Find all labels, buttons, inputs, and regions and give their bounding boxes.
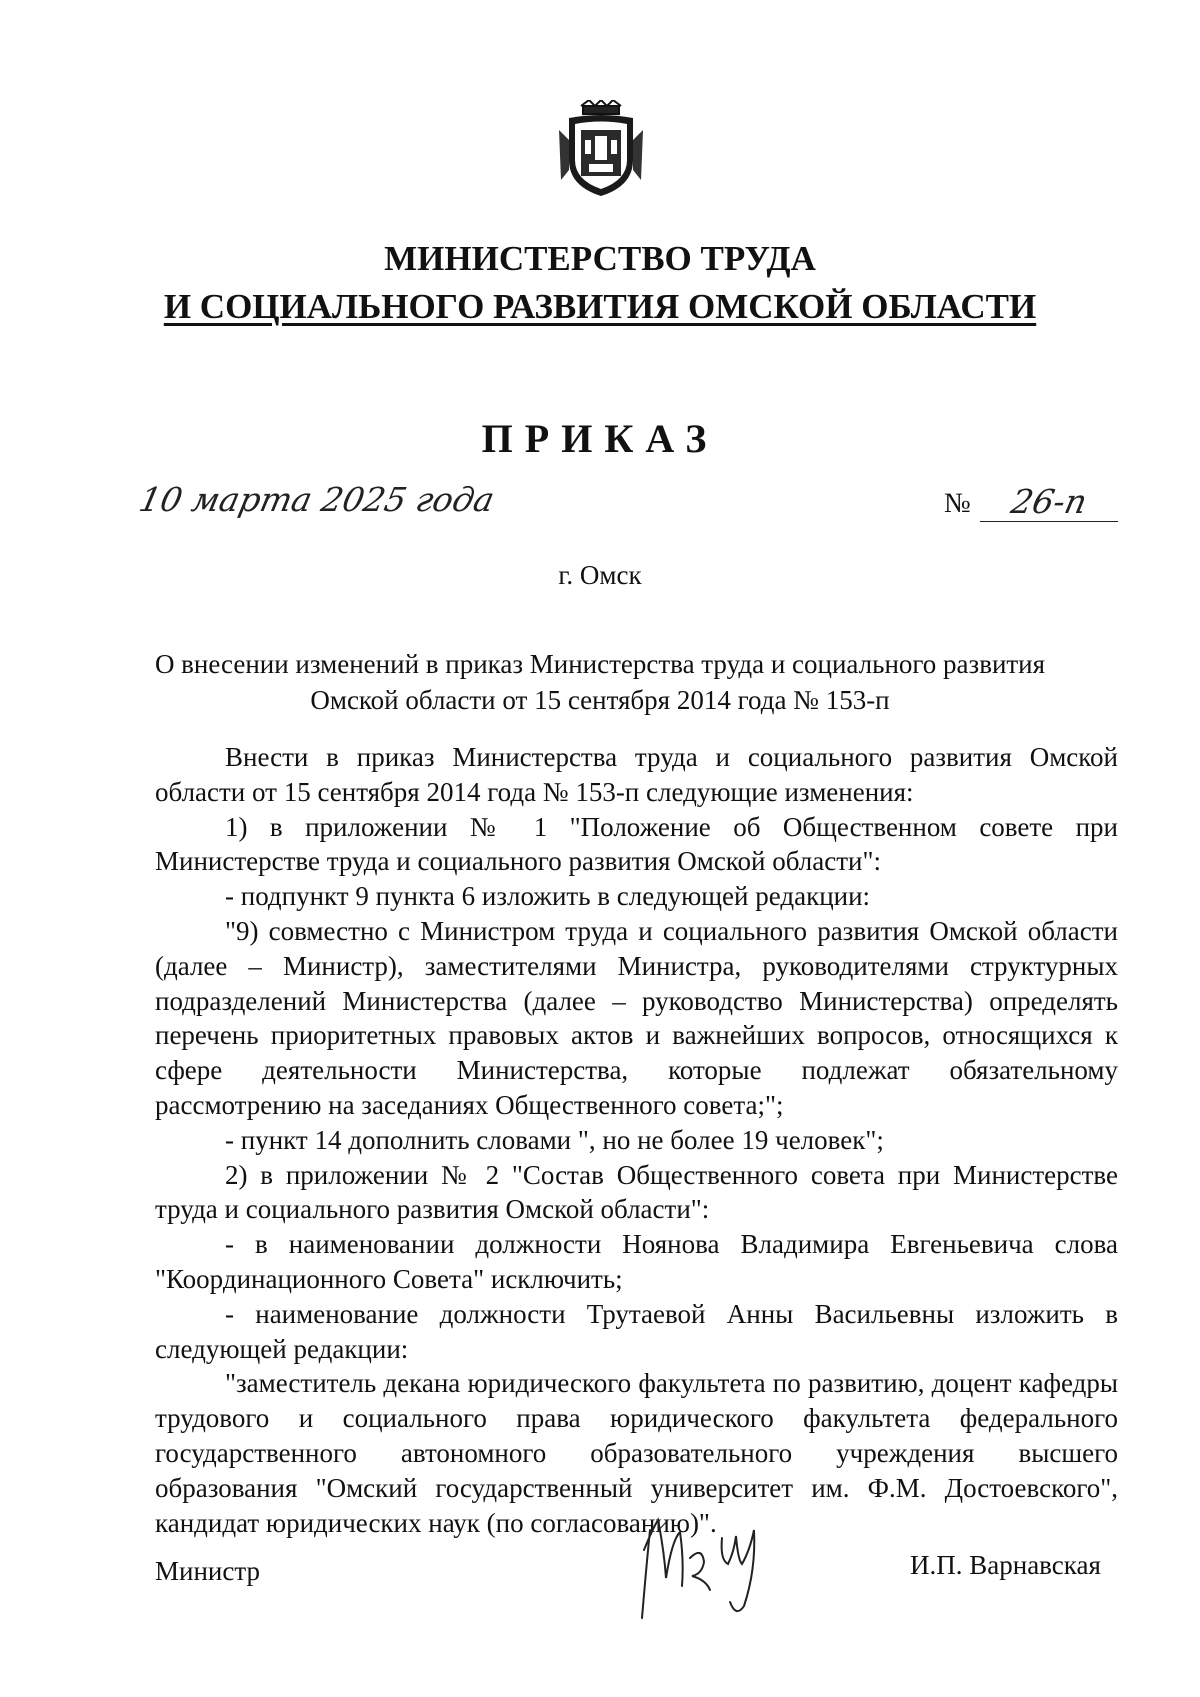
document-body: [155, 740, 1118, 1540]
signatory-position: Министр: [155, 1556, 260, 1586]
body-paragraph: 1) в приложении № 1 "Положение об Общественном совете при Министерстве труда и социального развития Омской области":: [155, 811, 1118, 877]
ministry-name-line1: МИНИСТЕРСТВО ТРУДА: [384, 239, 816, 278]
handwritten-date: 10 марта 2025 года: [135, 480, 498, 519]
handwritten-signature: [632, 1490, 782, 1630]
body-paragraph: 2) в приложении № 2 "Состав Общественного совета при Министерстве труда и социального развития Омской области":: [155, 1159, 1118, 1225]
coat-of-arms-icon: [559, 100, 643, 198]
handwritten-number: 26-п: [1007, 482, 1091, 521]
body-paragraph: Внести в приказ Министерства труда и социального развития Омской области от 15 сентября 2014 года № 153-п следующие изменения:: [155, 742, 1118, 807]
body-paragraph: "9) совместно с Министром труда и социального развития Омской области (далее – Министр), заместителями Министра, руководителями структурных подразделений Министерства (далее – руководство Министерства) определять перечень приоритетных правовых актов и важнейших вопросов, относящихся к сфере деятельности Министерства, которые подлежат обязательному рассмотрению на заседаниях Общественного совета;";: [155, 915, 1118, 1120]
document-title-line1: О внесении изменений в приказ Министерства труда и социального развития: [154, 649, 1046, 679]
city: г. Омск: [558, 560, 642, 590]
document-type-heading: ПРИКАЗ: [481, 416, 719, 461]
number-underline: [980, 521, 1118, 522]
body-paragraph: - наименование должности Трутаевой Анны Васильевны изложить в следующей редакции:: [155, 1298, 1118, 1364]
signatory-name: И.П. Варнавская: [910, 1550, 1101, 1580]
body-paragraph: - пункт 14 дополнить словами ", но не более 19 человек";: [225, 1124, 884, 1155]
document-title-line2: Омской области от 15 сентября 2014 года № 153-п: [310, 685, 890, 715]
body-paragraph: "заместитель декана юридического факультета по развитию, доцент кафедры трудового и социального права юридического факультета федерального государственного автономного образовательного учреждения высшего образования "Омский государственный университет им. Ф.М. Достоевского", кандидат юридических наук (по согласованию)".: [155, 1368, 1118, 1538]
body-paragraph: - в наименовании должности Ноянова Владимира Евгеньевича слова "Координационного Совета" исключить;: [155, 1229, 1118, 1294]
body-paragraph: - подпункт 9 пункта 6 изложить в следующей редакции:: [225, 881, 871, 912]
number-label: №: [944, 488, 971, 519]
ministry-name-line2: И СОЦИАЛЬНОГО РАЗВИТИЯ ОМСКОЙ ОБЛАСТИ: [163, 287, 1037, 326]
